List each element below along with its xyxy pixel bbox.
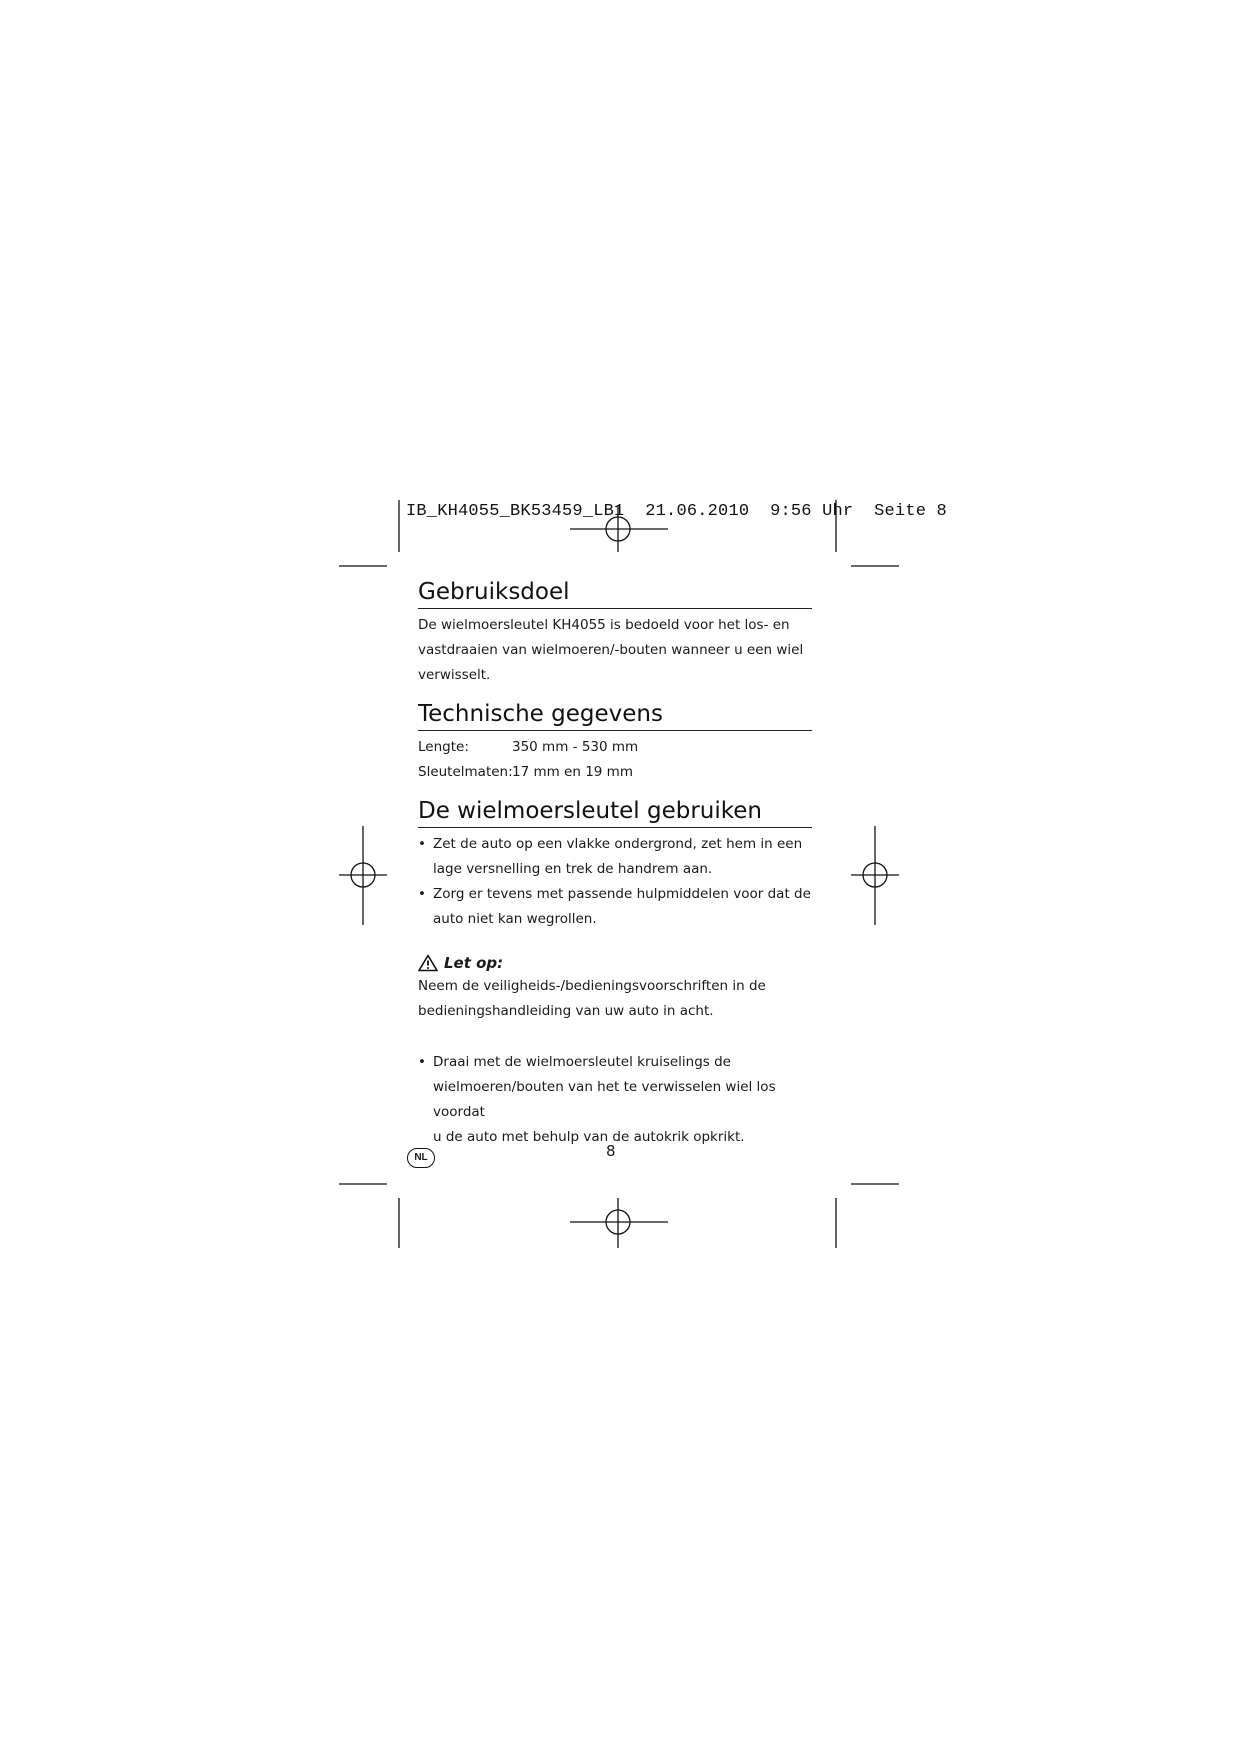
warning-heading [418, 954, 812, 972]
heading-specs: Technische gegevens [418, 698, 812, 731]
warning-triangle-icon [418, 954, 438, 972]
manual-content [418, 576, 812, 1160]
language-badge: NL [407, 1148, 435, 1168]
heading-purpose: Gebruiksdoel [418, 576, 812, 609]
spec-value: 350 mm - 530 mm [512, 739, 639, 755]
spec-table [418, 735, 812, 785]
spec-row [418, 735, 812, 760]
slug-page: Seite 8 [874, 502, 947, 521]
print-slug [406, 502, 947, 521]
spec-label: Lengte: [418, 739, 469, 755]
purpose-text: De wielmoersleutel KH4055 is bedoeld voor het los- en vastdraaien van wielmoeren/-bouten wanneer u een wiel verwisselt. [418, 617, 804, 683]
heading-usage: De wielmoersleutel gebruiken [418, 795, 812, 828]
warning-label: Let op: [444, 954, 504, 972]
list-item: • Draai met de wielmoersleutel kruiselings de wielmoeren/bouten van het te verwisselen wiel los voordat u de auto met behulp van de autokrik opkrikt. [418, 1050, 812, 1150]
spec-value: 17 mm en 19 mm [512, 764, 633, 780]
slug-time: 9:56 Uhr [770, 502, 854, 521]
list-item: • Zet de auto op een vlakke ondergrond, zet hem in een lage versnelling en trek de handrem aan. [418, 832, 812, 882]
section-specs [418, 698, 812, 785]
section-purpose [418, 576, 812, 688]
spec-row [418, 760, 812, 785]
usage-steps [418, 832, 812, 932]
slug-file: IB_KH4055_BK53459_LB1 [406, 502, 625, 521]
spec-label: Sleutelmaten: [418, 764, 513, 780]
warning-text: Neem de veiligheids-/bedieningsvoorschriften in de bedieningshandleiding van uw auto in acht. [418, 978, 766, 1019]
section-usage [418, 795, 812, 1150]
list-item: • Zorg er tevens met passende hulpmiddelen voor dat de auto niet kan wegrollen. [418, 882, 812, 932]
spacer [418, 1024, 812, 1046]
usage-steps-2 [418, 1050, 812, 1150]
slug-date: 21.06.2010 [645, 502, 750, 521]
page-number: 8 [606, 1142, 616, 1160]
